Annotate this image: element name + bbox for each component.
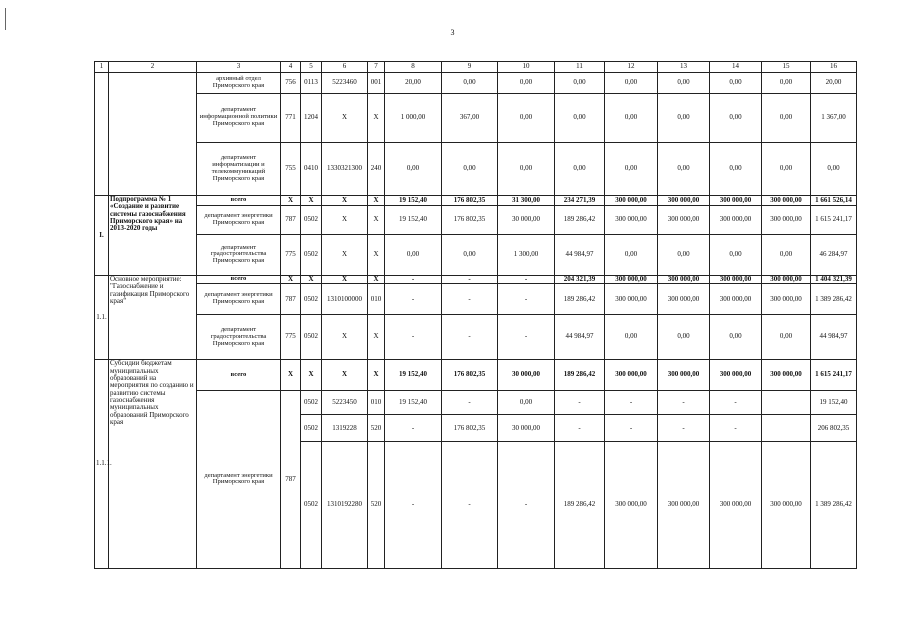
value-cell: - — [385, 442, 442, 569]
table-row — [95, 234, 857, 275]
value-cell: 1 389 286,42 — [811, 442, 857, 569]
value-cell: 30 000,00 — [498, 206, 555, 235]
value-cell: - — [385, 275, 442, 284]
header-cell: 12 — [605, 62, 658, 73]
dept-cell: департамент энергетики Приморского края — [197, 390, 281, 568]
value-cell: 189 286,42 — [555, 284, 605, 315]
value-cell: 176 802,35 — [442, 206, 498, 235]
value-cell: - — [442, 315, 498, 360]
header-cell: 14 — [710, 62, 762, 73]
value-cell: 176 802,35 — [442, 360, 498, 391]
value-cell: 1 615 241,17 — [811, 206, 857, 235]
dept-cell: всего — [197, 275, 281, 284]
row-number: 1.1.1. — [95, 360, 109, 569]
value-cell: 0,00 — [605, 93, 658, 142]
value-cell: 300 000,00 — [605, 206, 658, 235]
value-cell: 300 000,00 — [710, 275, 762, 284]
value-cell: 0,00 — [762, 234, 811, 275]
budget-table — [94, 61, 857, 569]
value-cell: 30 000,00 — [498, 360, 555, 391]
page-number: 3 — [450, 28, 455, 37]
value-cell: 520 — [368, 415, 385, 442]
value-cell: 1 404 321,39 — [811, 275, 857, 284]
value-cell: 0,00 — [442, 73, 498, 93]
value-cell: 0,00 — [710, 234, 762, 275]
value-cell: 0,00 — [762, 315, 811, 360]
value-cell: 0,00 — [442, 234, 498, 275]
value-cell: 0,00 — [498, 390, 555, 415]
value-cell: 300 000,00 — [658, 206, 710, 235]
value-cell: - — [442, 284, 498, 315]
empty-name-cell — [109, 73, 197, 196]
value-cell: 300 000,00 — [605, 442, 658, 569]
value-cell: 0,00 — [710, 73, 762, 93]
value-cell: 300 000,00 — [762, 360, 811, 391]
value-cell: Х — [368, 275, 385, 284]
value-cell: 1310100000 — [322, 284, 368, 315]
value-cell: 0,00 — [555, 93, 605, 142]
value-cell: 44 984,97 — [555, 315, 605, 360]
value-cell: Х — [368, 206, 385, 235]
value-cell: 755 — [281, 142, 301, 195]
value-cell: 0410 — [301, 142, 322, 195]
value-cell: 30 000,00 — [498, 415, 555, 442]
value-cell: 19 152,40 — [811, 390, 857, 415]
dept-cell: департамент градостроительства Приморского края — [197, 234, 281, 275]
value-cell: 010 — [368, 390, 385, 415]
value-cell: - — [442, 442, 498, 569]
scan-edge-mark — [5, 8, 6, 30]
header-cell: 8 — [385, 62, 442, 73]
value-cell: 010 — [368, 284, 385, 315]
value-cell: 189 286,42 — [555, 206, 605, 235]
value-cell: 44 984,97 — [811, 315, 857, 360]
table-row — [95, 390, 857, 415]
value-cell: Х — [281, 360, 301, 391]
value-cell: 756 — [281, 73, 301, 93]
value-cell: 0,00 — [385, 234, 442, 275]
value-cell: 176 802,35 — [442, 196, 498, 206]
value-cell: 300 000,00 — [762, 284, 811, 315]
value-cell: 787 — [281, 390, 301, 568]
value-cell: 0,00 — [658, 93, 710, 142]
value-cell: 0113 — [301, 73, 322, 93]
activity-name: Субсидии бюджетам муниципальных образований на мероприятия по созданию и развитию системы газоснабжения муниципальных образований Приморского края — [109, 360, 197, 569]
value-cell: 0,00 — [762, 142, 811, 195]
value-cell: 0,00 — [605, 142, 658, 195]
value-cell: 1 661 526,14 — [811, 196, 857, 206]
value-cell: 1 000,00 — [385, 93, 442, 142]
value-cell: 0,00 — [710, 93, 762, 142]
value-cell: 204 321,39 — [555, 275, 605, 284]
header-row — [95, 62, 857, 73]
value-cell — [762, 415, 811, 442]
value-cell: 0502 — [301, 415, 322, 442]
value-cell: 0502 — [301, 206, 322, 235]
table-row — [95, 142, 857, 195]
value-cell: - — [498, 442, 555, 569]
value-cell: Х — [322, 275, 368, 284]
header-cell: 16 — [811, 62, 857, 73]
dept-cell: всего — [197, 360, 281, 391]
value-cell: 20,00 — [811, 73, 857, 93]
value-cell: 46 284,97 — [811, 234, 857, 275]
value-cell: - — [498, 284, 555, 315]
value-cell: - — [658, 415, 710, 442]
row-number: I. — [95, 196, 109, 276]
value-cell: 300 000,00 — [658, 284, 710, 315]
value-cell: 300 000,00 — [605, 196, 658, 206]
value-cell: 787 — [281, 206, 301, 235]
value-cell: 300 000,00 — [658, 442, 710, 569]
header-cell: 3 — [197, 62, 281, 73]
value-cell: 1319228 — [322, 415, 368, 442]
value-cell: 0502 — [301, 442, 322, 569]
value-cell: 300 000,00 — [658, 275, 710, 284]
value-cell: - — [385, 315, 442, 360]
header-cell: 1 — [95, 62, 109, 73]
value-cell: 0,00 — [498, 142, 555, 195]
value-cell: 0,00 — [658, 315, 710, 360]
value-cell: - — [555, 415, 605, 442]
dept-cell: департамент градостроительства Приморского края — [197, 315, 281, 360]
dept-cell: архивный отдел Приморского края — [197, 73, 281, 93]
value-cell: 0,00 — [605, 234, 658, 275]
value-cell: 0,00 — [555, 142, 605, 195]
header-cell: 4 — [281, 62, 301, 73]
value-cell: 0502 — [301, 284, 322, 315]
header-cell: 10 — [498, 62, 555, 73]
value-cell: 0,00 — [762, 93, 811, 142]
value-cell: 19 152,40 — [385, 390, 442, 415]
value-cell: 001 — [368, 73, 385, 93]
value-cell: 367,00 — [442, 93, 498, 142]
value-cell: - — [605, 415, 658, 442]
value-cell: 5223460 — [322, 73, 368, 93]
value-cell: 775 — [281, 234, 301, 275]
value-cell: 300 000,00 — [605, 275, 658, 284]
value-cell: 0,00 — [605, 315, 658, 360]
value-cell: 44 984,97 — [555, 234, 605, 275]
value-cell: - — [710, 415, 762, 442]
value-cell: 300 000,00 — [658, 196, 710, 206]
table-row — [95, 206, 857, 235]
value-cell: 300 000,00 — [762, 275, 811, 284]
value-cell: - — [555, 390, 605, 415]
value-cell: 0,00 — [442, 142, 498, 195]
table-row — [95, 93, 857, 142]
value-cell: 189 286,42 — [555, 360, 605, 391]
table-row — [95, 360, 857, 391]
value-cell: 206 802,35 — [811, 415, 857, 442]
value-cell: 0,00 — [498, 73, 555, 93]
header-cell: 2 — [109, 62, 197, 73]
value-cell: 300 000,00 — [710, 206, 762, 235]
program-name: Подпрограмма № 1 «Создание и развитие системы газоснабжения Приморского края» на 2013-2020 годы — [109, 196, 197, 276]
value-cell: 300 000,00 — [658, 360, 710, 391]
value-cell: 300 000,00 — [710, 196, 762, 206]
value-cell: Х — [281, 275, 301, 284]
value-cell: 300 000,00 — [762, 442, 811, 569]
value-cell: 20,00 — [385, 73, 442, 93]
value-cell: Х — [301, 196, 322, 206]
value-cell: 0,00 — [762, 73, 811, 93]
value-cell: Х — [368, 234, 385, 275]
value-cell: 19 152,40 — [385, 360, 442, 391]
value-cell: - — [442, 390, 498, 415]
value-cell: 0,00 — [658, 142, 710, 195]
dept-cell: департамент информационной политики Приморского края — [197, 93, 281, 142]
value-cell: Х — [322, 93, 368, 142]
value-cell: 300 000,00 — [710, 442, 762, 569]
value-cell: - — [498, 315, 555, 360]
value-cell: - — [710, 390, 762, 415]
header-cell: 15 — [762, 62, 811, 73]
value-cell: 300 000,00 — [762, 196, 811, 206]
value-cell: 300 000,00 — [605, 360, 658, 391]
value-cell: 0,00 — [710, 142, 762, 195]
value-cell: 0,00 — [710, 315, 762, 360]
header-cell: 7 — [368, 62, 385, 73]
value-cell: Х — [322, 234, 368, 275]
value-cell: Х — [322, 315, 368, 360]
value-cell: 1310192280 — [322, 442, 368, 569]
value-cell: 300 000,00 — [710, 360, 762, 391]
value-cell: 1204 — [301, 93, 322, 142]
value-cell: - — [605, 390, 658, 415]
value-cell: 0,00 — [385, 142, 442, 195]
value-cell: 771 — [281, 93, 301, 142]
header-cell: 5 — [301, 62, 322, 73]
value-cell: 31 300,00 — [498, 196, 555, 206]
value-cell: 1 300,00 — [498, 234, 555, 275]
value-cell: 300 000,00 — [762, 206, 811, 235]
value-cell: Х — [301, 275, 322, 284]
value-cell: Х — [368, 315, 385, 360]
value-cell: Х — [281, 196, 301, 206]
value-cell: Х — [368, 360, 385, 391]
value-cell: 775 — [281, 315, 301, 360]
value-cell: 0502 — [301, 315, 322, 360]
dept-cell: департамент энергетики Приморского края — [197, 206, 281, 235]
value-cell: 176 802,35 — [442, 415, 498, 442]
table-row — [95, 284, 857, 315]
value-cell: 0,00 — [605, 73, 658, 93]
row-number: 1.1. — [95, 275, 109, 359]
value-cell: 0502 — [301, 390, 322, 415]
table-row — [95, 73, 857, 93]
value-cell: - — [658, 390, 710, 415]
value-cell — [762, 390, 811, 415]
value-cell: Х — [322, 206, 368, 235]
value-cell: 0,00 — [498, 93, 555, 142]
header-cell: 6 — [322, 62, 368, 73]
value-cell: 300 000,00 — [605, 284, 658, 315]
value-cell: 19 152,40 — [385, 206, 442, 235]
table-row — [95, 315, 857, 360]
value-cell: 1330321300 — [322, 142, 368, 195]
value-cell: 787 — [281, 284, 301, 315]
value-cell: 19 152,40 — [385, 196, 442, 206]
value-cell: 520 — [368, 442, 385, 569]
table-row — [95, 275, 857, 284]
value-cell: - — [385, 415, 442, 442]
value-cell: 1 389 286,42 — [811, 284, 857, 315]
value-cell: 1 367,00 — [811, 93, 857, 142]
value-cell: 0,00 — [658, 234, 710, 275]
value-cell: 234 271,39 — [555, 196, 605, 206]
header-cell: 13 — [658, 62, 710, 73]
value-cell: 0,00 — [658, 73, 710, 93]
value-cell: Х — [301, 360, 322, 391]
value-cell: Х — [322, 360, 368, 391]
header-cell: 11 — [555, 62, 605, 73]
value-cell: 0,00 — [555, 73, 605, 93]
value-cell: Х — [322, 196, 368, 206]
value-cell: 0,00 — [811, 142, 857, 195]
value-cell: Х — [368, 93, 385, 142]
value-cell: - — [498, 275, 555, 284]
value-cell: - — [442, 275, 498, 284]
header-cell: 9 — [442, 62, 498, 73]
value-cell: Х — [368, 196, 385, 206]
value-cell: 300 000,00 — [710, 284, 762, 315]
dept-cell: всего — [197, 196, 281, 206]
dept-cell: департамент энергетики Приморского края — [197, 284, 281, 315]
value-cell: 1 615 241,17 — [811, 360, 857, 391]
value-cell: 189 286,42 — [555, 442, 605, 569]
activity-name: Основное мероприятие: "Газоснабжение и газификация Приморского края" — [109, 275, 197, 359]
value-cell: 5223450 — [322, 390, 368, 415]
value-cell: 240 — [368, 142, 385, 195]
table-row — [95, 196, 857, 206]
empty-num-cell — [95, 73, 109, 196]
value-cell: - — [385, 284, 442, 315]
dept-cell: департамент информатизации и телекоммуникаций Приморского края — [197, 142, 281, 195]
value-cell: 0502 — [301, 234, 322, 275]
